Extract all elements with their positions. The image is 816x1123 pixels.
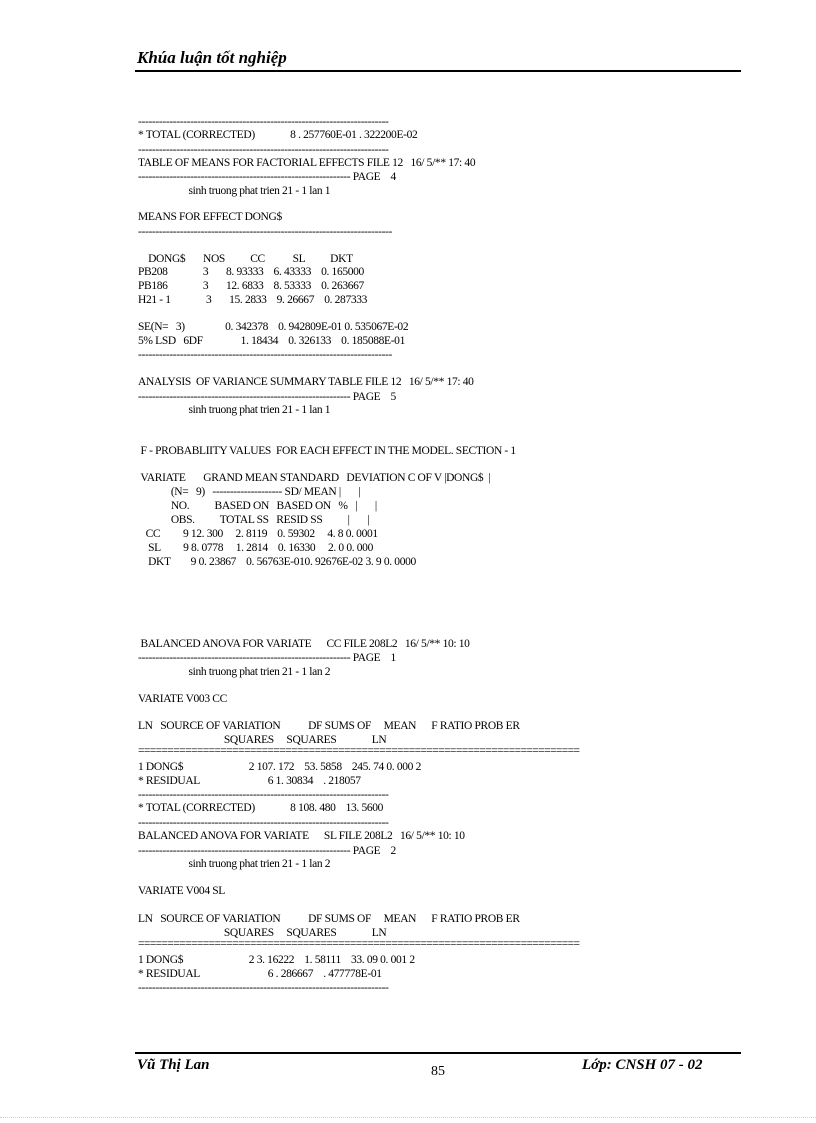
output-line: TABLE OF MEANS FOR FACTORIAL EFFECTS FILE 12 16/ 5/** 17: 40: [138, 157, 476, 169]
table-row: SL 9 8. 0778 1. 2814 0. 16330 2. 0 0. 000: [138, 542, 373, 554]
output-line: VARIATE V003 CC: [138, 693, 227, 705]
table-row: PB186 3 12. 6833 8. 53333 0. 263667: [138, 280, 364, 292]
subtitle-line: sinh truong phat trien 21 - 1 lan 2: [138, 666, 331, 678]
separator-line: -------------------------------------------------------------------------: [138, 349, 393, 361]
table-row: 1 DONG$ 2 107. 172 53. 5858 245. 74 0. 000 2: [138, 761, 421, 773]
table-row: CC 9 12. 300 2. 8119 0. 59302 4. 8 0. 0001: [138, 528, 378, 540]
subtitle-line: sinh truong phat trien 21 - 1 lan 1: [138, 185, 331, 197]
page-marker-line: ------------------------------------------------------------- PAGE 1: [138, 652, 396, 664]
footer-rule: [135, 1052, 741, 1054]
output-line: ANALYSIS OF VARIANCE SUMMARY TABLE FILE 12 16/ 5/** 17: 40: [138, 376, 474, 388]
table-header: SQUARES SQUARES LN: [138, 927, 387, 939]
double-separator-line: ===========================================================================: [138, 745, 580, 757]
footer-class: Lớp: CNSH 07 - 02: [582, 1057, 703, 1073]
separator-line: ------------------------------------------------------------------------: [138, 982, 389, 994]
page-marker-line: ------------------------------------------------------------- PAGE 4: [138, 171, 396, 183]
subtitle-line: sinh truong phat trien 21 - 1 lan 2: [138, 858, 331, 870]
page-marker-line: ------------------------------------------------------------- PAGE 2: [138, 845, 396, 857]
table-header: (N= 9) -------------------- SD/ MEAN | |: [138, 486, 361, 498]
output-line: BALANCED ANOVA FOR VARIATE CC FILE 208L2 16/ 5/** 10: 10: [138, 638, 470, 650]
table-header: NO. BASED ON BASED ON % | |: [138, 500, 377, 512]
output-line: VARIATE V004 SL: [138, 885, 225, 897]
page-edge-dotted-line: [0, 1117, 816, 1118]
table-row: 1 DONG$ 2 3. 16222 1. 58111 33. 09 0. 001 2: [138, 954, 415, 966]
output-line: BALANCED ANOVA FOR VARIATE SL FILE 208L2 16/ 5/** 10: 10: [138, 830, 465, 842]
output-line: MEANS FOR EFFECT DONG$: [138, 211, 282, 223]
separator-line: ------------------------------------------------------------------------: [138, 789, 389, 801]
table-header: OBS. TOTAL SS RESID SS | |: [138, 514, 370, 526]
table-row: PB208 3 8. 93333 6. 43333 0. 165000: [138, 266, 364, 278]
output-line: F - PROBABLIITY VALUES FOR EACH EFFECT IN THE MODEL. SECTION - 1: [138, 445, 516, 457]
output-line: * TOTAL (CORRECTED) 8 . 257760E-01 . 322200E-02: [138, 129, 418, 141]
output-line: SE(N= 3) 0. 342378 0. 942809E-01 0. 535067E-02: [138, 321, 409, 333]
table-row: DKT 9 0. 23867 0. 56763E-010. 92676E-02 3. 9 0. 0000: [138, 556, 416, 568]
output-line: 5% LSD 6DF 1. 18434 0. 326133 0. 185088E-01: [138, 335, 405, 347]
table-header: DONG$ NOS CC SL DKT: [138, 253, 353, 265]
page-marker-line: ------------------------------------------------------------- PAGE 5: [138, 391, 396, 403]
table-row: H21 - 1 3 15. 2833 9. 26667 0. 287333: [138, 294, 368, 306]
subtitle-line: sinh truong phat trien 21 - 1 lan 1: [138, 404, 331, 416]
table-header: LN SOURCE OF VARIATION DF SUMS OF MEAN F RATIO PROB ER: [138, 720, 520, 732]
footer-author: Vũ Thị Lan: [137, 1057, 210, 1073]
table-row: * RESIDUAL 6 . 286667 . 477778E-01: [138, 968, 382, 980]
table-header: SQUARES SQUARES LN: [138, 734, 387, 746]
page-number: 85: [431, 1064, 445, 1079]
separator-line: -------------------------------------------------------------------------: [138, 226, 393, 238]
double-separator-line: ===========================================================================: [138, 938, 580, 950]
table-row: * RESIDUAL 6 1. 30834 . 218057: [138, 775, 361, 787]
header-rule: [135, 70, 741, 72]
separator-line: ------------------------------------------------------------------------: [138, 817, 389, 829]
table-header: LN SOURCE OF VARIATION DF SUMS OF MEAN F RATIO PROB ER: [138, 913, 520, 925]
separator-line: ------------------------------------------------------------------------: [138, 144, 389, 156]
output-line: * TOTAL (CORRECTED) 8 108. 480 13. 5600: [138, 802, 384, 814]
separator-line: ------------------------------------------------------------------------: [138, 116, 389, 128]
header-title: Khúa luận tốt nghiệp: [137, 48, 287, 67]
table-header: VARIATE GRAND MEAN STANDARD DEVIATION C OF V |DONG$ |: [138, 472, 491, 484]
